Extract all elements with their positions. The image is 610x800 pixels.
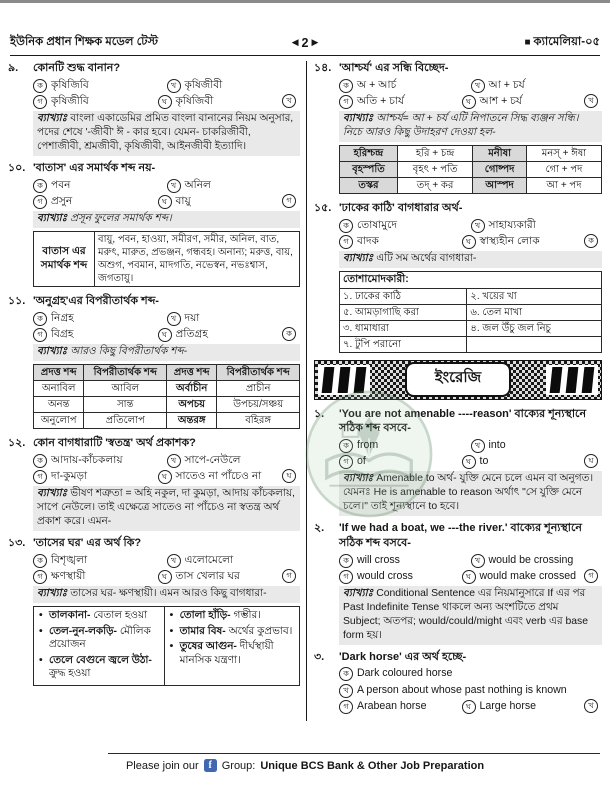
explanation-box: ব্যাখ্যাঃ Conditional Sentence এর নিয়মানুসারে If এর পর Past Indefinite Tense থাকলে অন্য অংশটিতে প্রথম Subject; অতপর; would/could/might এবং verb এর base form হয়। [339,586,602,645]
explanation-box: ব্যাখ্যাঃ ভীষণ শত্রুতা = অহি নকুল, দা কুমড়া, আদায় কাঁচকলায়, সাপে নেউলে। তাই এক্ষেত্রে সাতেও না পাঁচেও না স্বতন্ত্র অর্থ প্রকাশ করে। এমন- [33,486,300,531]
header-edition: ■ ক্যামেলিয়া-০৫ [524,36,601,48]
option-letter: খ [167,179,181,193]
explanation-label: ব্যাখ্যাঃ [343,473,374,485]
option-c: গ কৃষিজীবি [33,94,158,109]
explanation-box: ব্যাখ্যাঃ আরও কিছু বিপরীতার্থক শব্দ- [33,344,300,361]
option-c: গ বিগ্রহ [33,327,158,342]
explanation-box: ব্যাখ্যাঃ এটি সম অর্থের বাগধারা- [339,251,602,268]
table-row [34,413,300,429]
table-cell: হরি + চন্দ্র [397,146,472,162]
question-en-1 [314,407,602,517]
table-cell: ৩. ধামাধারা [340,320,467,336]
option-b: খ A person about whose past nothing is known [339,683,602,698]
option-a: ক তোষামুদে [339,218,471,233]
option-letter: ঘ [158,95,172,109]
explanation-label: ব্যাখ্যাঃ [37,488,68,500]
option-letter: ক [339,667,353,681]
right-column [307,61,602,721]
synonym-table [33,231,300,287]
answer-mark: গ [282,569,296,583]
question-text: কোনটি শুদ্ধ বানান? [33,62,121,74]
facebook-icon: f [204,759,217,772]
option-d: ঘ would make crossed [462,569,585,584]
option-letter: ঘ [158,470,172,484]
option-letter: গ [33,570,47,584]
question-text: 'আশ্চর্য' এর সন্ধি বিচ্ছেদ- [339,62,449,74]
english-section-banner [314,360,602,400]
option-b: খ সাপে-নেউলে [167,453,301,468]
option-letter: গ [339,95,353,109]
table-cell: মনস্ + ঈষা [526,146,601,162]
option-c: গ of [339,454,462,469]
flatterer-table [339,271,602,353]
option-letter: গ [339,235,353,249]
table-cell: অনুলোপ [34,413,84,429]
option-d: ঘ বায়ু [158,194,283,209]
option-letter: ক [339,219,353,233]
page-footer [0,753,610,772]
option-a: ক বিশৃঙ্খলা [33,553,167,568]
question-text: 'অনুগ্রহ'এর বিপরীতার্থক শব্দ- [33,295,159,307]
option-b: খ সাহায্যকারী [471,218,603,233]
table-cell: বহিরঙ্গ [217,413,300,429]
question-text: 'If we had a boat, we ---the river.' বাক্যের শূন্যস্থানে সঠিক শব্দ বসবে- [339,522,582,549]
question-text: 'Dark horse' এর অর্থ হচ্ছে- [339,650,467,663]
question-text: 'বাতাস' এর সমার্থক শব্দ নয়- [33,161,156,174]
footer-rule [108,753,600,754]
table-header-cell: প্রদত্ত শব্দ [167,365,217,381]
option-a: ক আদায়-কাঁচকলায় [33,453,167,468]
footer-group-label: Group: [221,759,256,772]
question-number: ১১. [8,295,26,307]
option-d: ঘ তাস খেলার ঘর [158,569,283,584]
option-letter: ক [33,179,47,193]
idiom-box-left [34,607,165,686]
question-en-2 [314,521,602,645]
table-cell: বৃহস্পতি [340,162,398,178]
table-label-cell: বাতাস এর সমার্থক শব্দ [34,232,95,287]
question-text: 'তাসের ঘর' এর অর্থ কি? [33,537,142,549]
table-cell: অর্বাচীন [167,381,217,397]
explanation-box: ব্যাখ্যাঃ প্রসূন ফুলের সমার্থক শব্দ। [33,211,300,228]
explanation-box: ব্যাখ্যাঃ বাংলা একাডেমির প্রমিত বাংলা বানানের নিয়ম অনুসার, পদের শেষে '-জীবী' ঈ - কার হবে। যেমন- চাকরিজীবী, পেশাজীবী, শ্রমজীবী, কৃষিজীবী, আইনজীবী ইত্যাদি। [33,111,300,156]
option-c: গ অতি + চার্য [339,94,462,109]
table-row [340,336,602,352]
question-12 [8,436,300,531]
sandhi-table [339,145,602,194]
footer-prefix: Please join our [125,759,199,772]
option-c: গ বাদক [339,234,462,249]
option-letter: ক [33,554,47,568]
list-item: • তুষের আগুন- দীর্ঘস্থায়ী মানসিক যন্ত্রণা। [170,640,294,667]
question-number: ১. [314,407,325,420]
option-letter: ক [33,79,47,93]
answer-mark: গ [584,569,598,583]
table-cell: তস্কর [340,178,398,194]
table-row [340,146,602,162]
option-a: ক Dark coloured horse [339,666,602,681]
explanation-box: ব্যাখ্যাঃ আশ্চর্য= আ + চর্য এটি নিপাতনে সিদ্ধ ব্যঞ্জন সন্ধি। নিচে আরও কিছু উদাহরণ দেওয়া হল- [339,111,602,142]
option-letter: ক [339,439,353,453]
list-item: • তামার বিষ- অর্থের কুপ্রভাব। [170,625,294,639]
table-cell: উপচয়/সঞ্চয় [217,397,300,413]
answer-mark: ঘ [584,454,598,468]
question-10 [8,161,300,289]
table-row [34,381,300,397]
option-a: ক from [339,438,471,453]
option-letter: খ [167,79,181,93]
table-row [340,320,602,336]
question-text: 'ঢাকের কাঠি' বাগধারার অর্থ- [339,202,463,214]
option-c: গ প্রসুন [33,194,158,209]
option-letter: গ [339,455,353,469]
header-title: ইউনিক প্রধান শিক্ষক মডেল টেস্ট [10,36,159,48]
option-letter: খ [471,219,485,233]
explanation-label: ব্যাখ্যাঃ [37,346,68,358]
question-13 [8,536,300,688]
section-title: ইংরেজি [405,362,511,397]
option-letter: ঘ [462,235,476,249]
option-letter: ঘ [462,95,476,109]
square-bullet-icon: ■ [524,37,531,48]
option-letter: ঘ [158,195,172,209]
option-letter: গ [339,700,353,714]
option-b: খ দয়া [167,311,301,326]
table-cell: অপচয় [167,397,217,413]
question-number: ১৩. [8,537,26,549]
answer-mark: গ [282,194,296,208]
option-c: গ দা-কুমড়া [33,469,158,484]
table-cell: তদ্ + কর [397,178,472,194]
question-number: ১০. [8,161,26,174]
option-b: খ would be crossing [471,553,603,568]
table-row [34,397,300,413]
explanation-label: ব্যাখ্যাঃ [343,253,374,265]
explanation-label: ব্যাখ্যাঃ [343,113,374,125]
option-b: খ কৃষিজীবী [167,78,301,93]
question-text: 'You are not amenable ----reason' বাক্যের শূন্যস্থানে সঠিক শব্দ বসবে- [339,407,587,435]
table-cell: গোষ্পদ [473,162,527,178]
idiom-box [33,606,300,686]
page-prev-icon: ◀ [291,37,299,47]
option-letter: গ [33,470,47,484]
table-row [340,162,602,178]
option-letter: ঘ [158,570,172,584]
option-a: ক কৃষিজিবি [33,78,167,93]
table-row [340,304,602,320]
option-a: ক অ + আর্চ [339,78,471,93]
explanation-label: ব্যাখ্যাঃ [343,588,374,600]
option-d: ঘ স্বাস্থ্যহীন লোক [462,234,585,249]
answer-mark: ঘ [282,469,296,483]
left-column [8,61,307,721]
question-15 [314,201,602,355]
option-b: খ অনিল [167,178,301,193]
option-a: ক পবন [33,178,167,193]
table-cell: গো + পদ [526,162,601,178]
answer-mark: ক [282,327,296,341]
option-letter: ক [339,79,353,93]
option-letter: গ [33,328,47,342]
question-number: ১২. [8,437,26,450]
explanation-label: ব্যাখ্যাঃ [37,213,68,225]
option-d: ঘ সাতেও না পাঁচেও না [158,469,283,484]
table-cell: মনীষা [473,146,527,162]
table-cell: ৪. জল উঁচু জল নিচু [467,320,602,336]
table-cell: আ + পদ [526,178,601,194]
question-number: ২. [314,522,325,535]
option-letter: গ [33,95,47,109]
option-letter: ক [33,312,47,326]
table-cell: বৃহৎ + পতি [397,162,472,178]
barcode-decoration-right [546,365,598,395]
table-header-cell: বিপরীতার্থক শব্দ [217,365,300,381]
two-column-body [8,56,602,721]
answer-mark: খ [584,699,598,713]
option-letter: খ [167,454,181,468]
explanation-box: ব্যাখ্যাঃ তাসের ঘর- ক্ষণস্থায়ী। এমন আরও কিছু বাগধারা- [33,586,300,603]
table-cell: আস্পদ [473,178,527,194]
option-d: ঘ প্রতিগ্রহ [158,327,283,342]
option-d: ঘ আশ + চর্য [462,94,585,109]
list-item: • তেল-নুন-লকড়ি- মৌলিক প্রয়োজন [39,625,159,652]
question-9 [8,61,300,156]
barcode-decoration-left [318,365,370,395]
table-cell: অন্তরঙ্গ [167,413,217,429]
table-row [340,288,602,304]
idiom-box-right [164,607,299,686]
answer-mark: খ [584,94,598,108]
option-d: ঘ to [462,454,585,469]
page-next-icon: ▶ [311,37,319,47]
table-cell: হরিশ্চন্দ্র [340,146,398,162]
table-header-cell: প্রদত্ত শব্দ [34,365,84,381]
option-letter: খ [167,554,181,568]
option-letter: ক [339,554,353,568]
option-letter: খ [471,554,485,568]
antonym-table [33,364,300,429]
list-item: • তেলে বেগুনে জ্বলে উঠা- ক্রুদ্ধ হওয়া [39,654,159,681]
table-cell: অনন্ত [34,397,84,413]
footer-group-name: Unique BCS Bank & Other Job Preparation [260,759,485,772]
page-indicator [292,36,319,50]
option-b: খ আ + চর্য [471,78,603,93]
question-11 [8,294,300,431]
table-cell: প্রাচীন [217,381,300,397]
option-a: ক নিগ্রহ [33,311,167,326]
option-d: ঘ Large horse [462,699,585,714]
option-letter: ঘ [462,570,476,584]
table-content-cell: বায়ু, পবন, হাওয়া, সমীরণ, সমীর, অনিল, বাত, মরুৎ, মারুত, প্রভঞ্জন, গন্ধবহ। অনান্য; মরুত্ত, বায়, অশুগ, পবমান, মাদগতি, নভেস্বন, নভঃশ্বাস, জগতায়ু। [95,232,300,287]
table-cell: ৭. টুপি পরানো [340,336,467,352]
table-cell: সান্ত [84,397,167,413]
table-cell: ৫. আমড়াগাছি করা [340,304,467,320]
question-number: ১৪. [314,62,332,74]
answer-mark: খ [282,94,296,108]
explanation-box: ব্যাখ্যাঃ Amenable to অর্থ- যুক্তি মেনে চলে এমন বা অনুগত। যেমনঃ He is amenable to reason অর্থাৎ "সে যুক্তি মেনে চলে।" তাই শূন্যস্থানে to হবে। [339,471,602,516]
table-cell: ৬. তেল মাখা [467,304,602,320]
option-c: গ Arabean horse [339,699,462,714]
table-cell: ১. ঢাকের কাঠি [340,288,467,304]
page-number: 2 [301,35,309,50]
table-cell: অনাবিল [34,381,84,397]
option-letter: ক [33,454,47,468]
option-letter: খ [167,312,181,326]
option-c: গ ক্ষণস্থায়ী [33,569,158,584]
option-letter: খ [339,684,353,698]
question-number: ১৫. [314,202,332,214]
option-d: ঘ কৃষিজিবী [158,94,283,109]
option-letter: ঘ [462,455,476,469]
option-letter: খ [471,439,485,453]
scan-top-edge [0,0,610,3]
table-cell: ২. খয়ের খা [467,288,602,304]
table-cell: প্রতিলোপ [84,413,167,429]
explanation-label: ব্যাখ্যাঃ [37,113,68,125]
option-letter: গ [339,570,353,584]
page-header [10,33,600,56]
option-letter: ঘ [462,700,476,714]
table-row [340,178,602,194]
option-b: খ এলোমেলো [167,553,301,568]
option-b: খ into [471,438,603,453]
question-number: ৯. [8,62,19,74]
option-a: ক will cross [339,553,471,568]
list-item: • তালকানা- বেতাল হওয়া [39,609,159,623]
option-c: গ would cross [339,569,462,584]
option-letter: ঘ [158,328,172,342]
table-header-cell: বিপরীতার্থক শব্দ [84,365,167,381]
question-en-3 [314,650,602,716]
list-item: • তোলা হাঁড়ি- গম্ভীর। [170,609,294,623]
table-cell [467,336,602,352]
question-14 [314,61,602,196]
explanation-label: ব্যাখ্যাঃ [37,588,68,600]
option-letter: খ [471,79,485,93]
answer-mark: ক [584,234,598,248]
table-title-cell: তোশামোদকারী: [340,272,602,289]
option-letter: গ [33,195,47,209]
question-text: কোন বাগধারাটি 'স্বতন্ত্র' অর্থ প্রকাশক? [33,437,196,450]
question-number: ৩. [314,650,325,663]
table-cell: আবিল [84,381,167,397]
